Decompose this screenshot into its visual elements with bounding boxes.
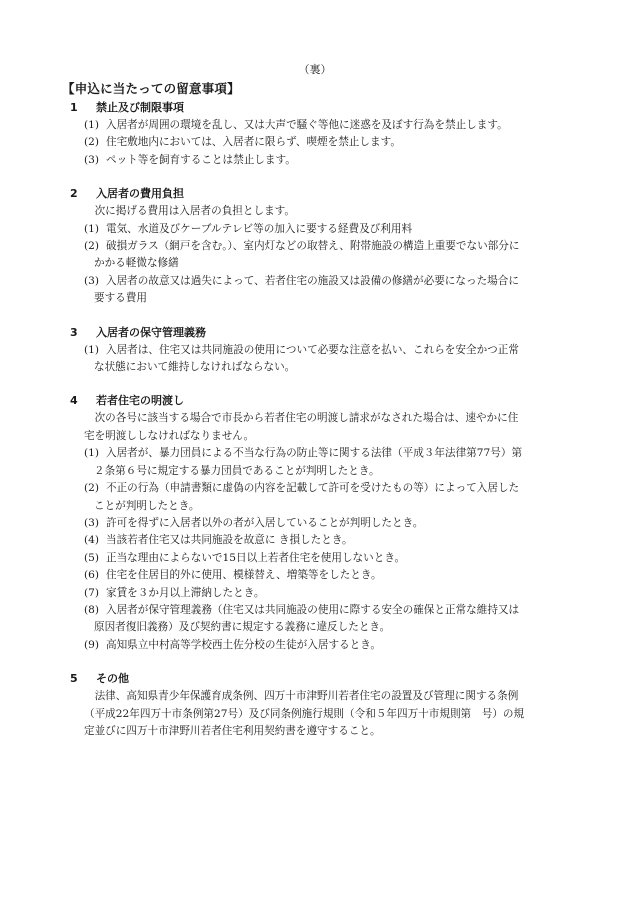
section-title: 入居者の保守管理義務 — [96, 325, 206, 339]
list-item — [70, 532, 575, 549]
section-heading — [70, 99, 575, 117]
item-line: ２条第６号に規定する暴力団員であることが判明したとき。 — [94, 464, 380, 477]
list-item — [70, 637, 575, 654]
section-title: その他 — [96, 672, 129, 686]
item-number: (1) — [84, 447, 100, 460]
page-side-label: （裏） — [298, 63, 332, 76]
section-4 — [70, 392, 575, 654]
section-number: 5 — [70, 672, 78, 686]
item-number: (3) — [84, 516, 100, 529]
item-number: (5) — [84, 551, 100, 564]
item-line: 家賃を３か月以上滞納したとき。 — [106, 586, 265, 599]
item-number: (7) — [84, 586, 100, 599]
section-title: 禁止及び制限事項 — [96, 101, 184, 114]
item-line: 住宅を住居目的外に使用、模様替え、増築等をしたとき。 — [106, 569, 382, 582]
list-item — [70, 342, 575, 377]
item-line: 入居者が、暴力団員による不当な行為の防止等に関する法律（平成３年法律第77号）第 — [106, 447, 523, 460]
section-intro — [70, 410, 571, 445]
item-line: 要する費用 — [94, 292, 147, 305]
item-line: 入居者が周囲の環境を乱し、又は大声で騒ぐ等他に迷惑を及ぼす行為を禁止します。 — [106, 119, 508, 131]
item-number: (9) — [84, 638, 100, 651]
list-item — [70, 117, 575, 134]
item-line: 入居者の故意又は過失によって、若者住宅の施設又は設備の修繕が必要になった場合に — [106, 274, 519, 287]
item-line: 許可を得ずに入居者以外の者が入居していることが判明したとき。 — [106, 516, 424, 529]
section-number: 1 — [70, 101, 78, 114]
section-heading — [70, 185, 575, 203]
section-number: 2 — [70, 187, 78, 201]
intro-line: 次に掲げる費用は入居者の負担とします。 — [94, 205, 296, 218]
item-number: (8) — [84, 603, 100, 616]
list-item — [70, 445, 575, 480]
list-item — [70, 515, 575, 532]
item-line: 破損ガラス（網戸を含む。）、室内灯などの取替え、附帯施設の構造上重要でない部分に — [106, 240, 520, 253]
section-number: 3 — [70, 325, 78, 339]
list-item — [70, 550, 575, 567]
section-number: 4 — [70, 394, 78, 408]
item-number: (2) — [84, 136, 100, 149]
item-number: (4) — [84, 534, 100, 547]
item-line: 入居者が保守管理義務（住宅又は共同施設の使用に際する安全の確保と正常な維持又は — [106, 603, 520, 616]
list-item — [70, 134, 575, 151]
item-line: 入居者は、住宅又は共同施設の使用について必要な注意を払い、これらを安全かつ正常 — [106, 343, 519, 356]
item-number: (1) — [84, 222, 100, 235]
intro-line: （平成22年四万十市条例第27号）及び同条例施行規則（令和５年四万十市規則第 号）の規 — [84, 707, 525, 720]
item-line: 高知県立中村高等学校西土佐分校の生徒が入居するとき。 — [106, 638, 382, 651]
section-intro — [70, 203, 571, 220]
item-number: (1) — [84, 119, 100, 131]
intro-line: 次の各号に該当する場合で市長から若者住宅の明渡し請求がなされた場合は、速やかに住 — [94, 412, 519, 425]
item-line: ことが判明したとき。 — [94, 499, 200, 512]
item-line: 不正の行為（申請書類に虚偽の内容を記載して許可を受けたもの等）によって入居した — [106, 482, 520, 495]
section-intro — [70, 688, 571, 740]
item-number: (3) — [84, 274, 100, 287]
item-line: 電気、水道及びケーブルテレビ等の加入に要する経費及び利用料 — [106, 222, 413, 235]
section-2 — [70, 185, 575, 307]
item-number: (6) — [84, 569, 100, 582]
item-number: (1) — [84, 343, 100, 356]
intro-line: 定並びに四万十市津野川若者住宅利用契約書を遵守すること。 — [84, 724, 381, 737]
list-item — [70, 273, 575, 308]
list-item — [70, 585, 575, 602]
section-5 — [70, 670, 575, 740]
item-line: 住宅敷地内においては、入居者に限らず、喫煙を禁止します。 — [106, 136, 401, 149]
section-heading — [70, 392, 575, 410]
list-item — [70, 567, 575, 584]
section-3 — [70, 324, 575, 377]
list-item — [70, 221, 575, 238]
item-line: 正当な理由によらないで15日以上若者住宅を使用しないとき。 — [106, 551, 406, 564]
intro-line: 宅を明渡ししなければなりません。 — [84, 429, 255, 442]
section-title: 若者住宅の明渡し — [96, 394, 184, 408]
list-item — [70, 238, 575, 273]
item-number: (3) — [84, 153, 100, 166]
main-heading: 【申込に当たっての留意事項】 — [62, 81, 240, 96]
section-title: 入居者の費用負担 — [96, 187, 184, 201]
list-item — [70, 152, 575, 169]
item-number: (2) — [84, 240, 100, 253]
list-item — [70, 480, 575, 515]
item-line: な状態において維持しなければならない。 — [94, 361, 296, 374]
section-1 — [70, 99, 575, 169]
section-heading — [70, 670, 575, 688]
intro-line: 法律、高知県青少年保護育成条例、四万十市津野川若者住宅の設置及び管理に関する条例 — [94, 690, 519, 703]
item-line: ペット等を飼育することは禁止します。 — [106, 153, 296, 166]
item-line: 原因者復旧義務）及び契約書に規定する義務に違反したとき。 — [94, 621, 391, 634]
section-heading — [70, 324, 575, 342]
item-line: かかる軽微な修繕 — [94, 257, 179, 270]
item-number: (2) — [84, 482, 100, 495]
item-line: 当該若者住宅又は共同施設を故意に き損したとき。 — [106, 534, 353, 547]
document-body — [70, 99, 575, 756]
list-item — [70, 602, 575, 637]
